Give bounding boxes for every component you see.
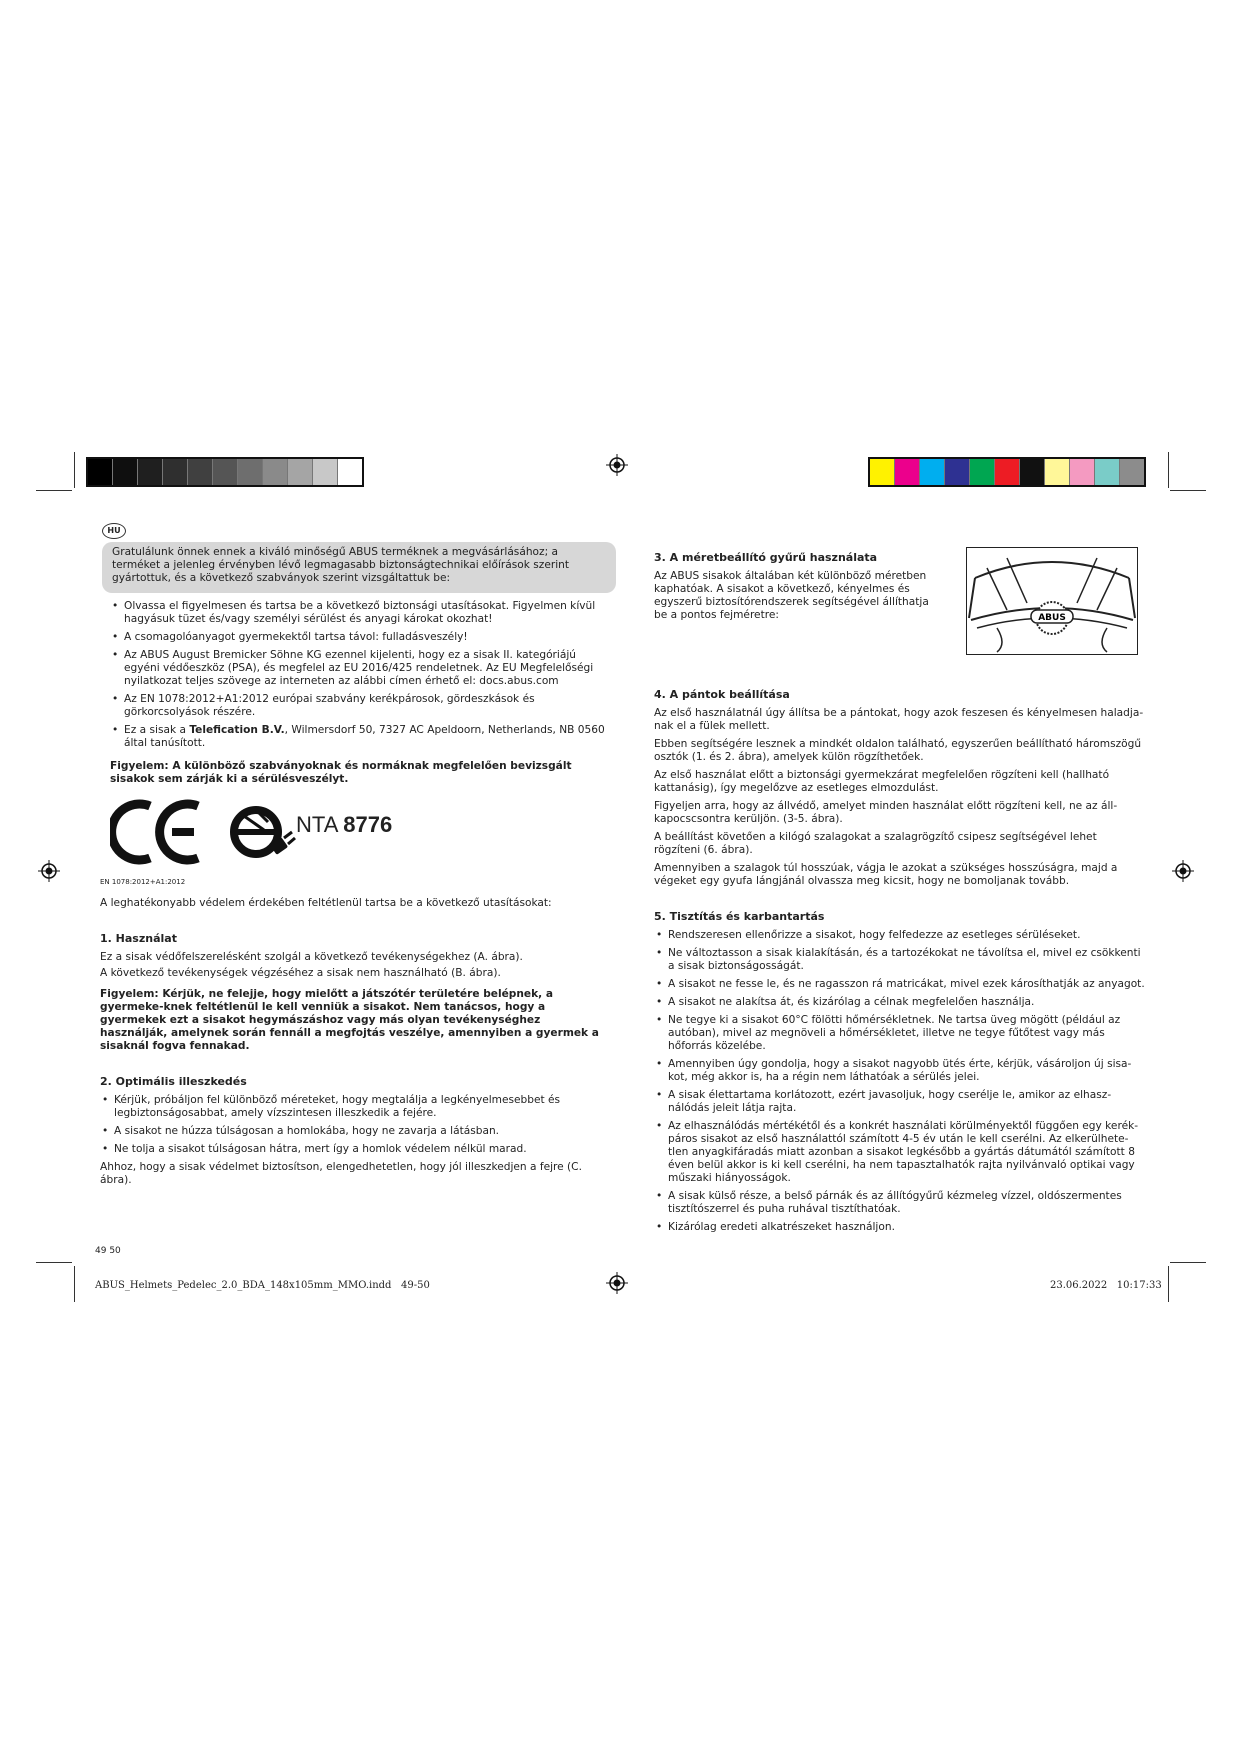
list-item: • Az ABUS August Bremicker Söhne KG ezennel kijelenti, hogy ez a sisak II. kategóriájú egyéni védőeszköz (PSA), és megfelel az EU 2016/425 rendeletnek. Az EU Megfelelőségi nyilatkozat teljes szövege az interneten az alábbi címen érhető el: docs.abus.com	[110, 649, 606, 688]
list-item: • A sisakot ne alakítsa át, és kizárólag a célnak megfelelően használja.	[654, 996, 1146, 1009]
paragraph: Ahhoz, hogy a sisak védelmet biztosítson, elengedhetetlen, hogy jól illeszkedjen a fejre (C. ábra).	[100, 1161, 582, 1186]
section-title: 3. A méretbeállító gyűrű használata	[654, 551, 878, 564]
process-color-bar	[868, 457, 1146, 487]
list-item: • A sisakot ne fesse le, és ne ragasszon rá matricákat, mivel ezek károsíthatják az anyagot.	[654, 978, 1146, 991]
color-swatch	[1045, 459, 1070, 485]
crop-mark	[36, 1262, 72, 1263]
list-item: • A sisak élettartama korlátozott, ezért javasoljuk, hogy cserélje le, amikor az elhasz-nálódás jeleit látja rajta.	[654, 1089, 1146, 1115]
grayscale-swatch	[138, 459, 163, 485]
ce-mark-icon	[110, 798, 202, 866]
paragraph: A beállítást követően a kilógó szalagokat a szalagrögzítő csipesz segítségével lehet rögzíteni (6. ábra).	[654, 831, 1097, 856]
crop-mark	[1170, 490, 1206, 491]
paragraph: Az első használat előtt a biztonsági gyermekzárat megfelelően rögzíteni kell (hallható kattanásig), így megelőzve az esetleges elmozdulást.	[654, 769, 1110, 794]
registration-mark-icon	[38, 860, 60, 882]
color-swatch	[1070, 459, 1095, 485]
en-standard: EN 1078:2012+A1:2012	[100, 878, 186, 886]
helmet-rear-icon	[967, 548, 1137, 654]
list-item: • Az elhasználódás mértékétől és a konkrét használati körülményektől függően egy kerék-páros sisakot az első használattól számított 4-5 év után le kell cserélni. Az elkerülhete-tlen anyagkifáradás miatt azonban a sisakot legkésőbb a gyártás dátumától számított 8 éven belül akkor is ki kell cserélni, ha nem tapasztalhatók rajta nyilvánvaló optikai vagy műszaki hiányosságok.	[654, 1120, 1146, 1185]
list-item: • Ne tolja a sisakot túlságosan hátra, mert így a homlok védelem nélkül marad.	[100, 1143, 606, 1156]
timestamp: 23.06.2022 10:17:33	[1050, 1280, 1162, 1291]
helmet-illustration	[966, 547, 1138, 655]
grayscale-swatch	[188, 459, 213, 485]
page-numbers: 49 50	[95, 1246, 121, 1256]
color-swatch	[870, 459, 895, 485]
color-swatch	[1020, 459, 1045, 485]
crop-mark	[36, 490, 72, 491]
list-item: • Amennyiben úgy gondolja, hogy a sisakot nagyobb ütés érte, kérjük, vásároljon új sisa-kot, még akkor is, ha a régin nem láthatóak a sérülés jelei.	[654, 1058, 1146, 1084]
color-swatch	[970, 459, 995, 485]
paragraph: Amennyiben a szalagok túl hosszúak, vágja le azokat a szükséges hosszúságra, majd a végeket egy gyufa lángjánál olvassza meg kicsit, hogy ne bomoljanak tovább.	[654, 862, 1118, 887]
color-swatch	[895, 459, 920, 485]
section-title: 1. Használat	[100, 932, 177, 945]
list-item: • Ne változtasson a sisak kialakításán, és a tartozékokat ne távolítsa el, mivel ez csökkenti a sisak biztonságosságát.	[654, 947, 1146, 973]
registration-mark-icon	[1172, 860, 1194, 882]
crop-mark	[1170, 1262, 1206, 1263]
grayscale-swatch	[238, 459, 263, 485]
svg-text:ABUS: ABUS	[1038, 613, 1066, 623]
keep-instructions: A leghatékonyabb védelem érdekében feltétlenül tartsa be a következő utasításokat:	[100, 897, 552, 909]
list-item: • Kizárólag eredeti alkatrészeket használjon.	[654, 1221, 1146, 1234]
list-item: • A csomagolóanyagot gyermekektől tartsa távol: fulladásveszély!	[110, 631, 606, 644]
pedelec-plug-icon	[228, 802, 296, 864]
color-swatch	[920, 459, 945, 485]
usage-warning: Figyelem: Kérjük, ne felejje, hogy mielőtt a játszótér területére belépnek, a gyermeke-knek feltétlenül le kell venniük a sisakot. Nem tanácsos, hogy a gyermekek ezt a sisakot hegymászáshoz vagy más olyan tevékenységhez használják, amelynek során fennáll a megfojtás veszélye, amennyiben a gyermek a sisaknál fogva fennakad.	[100, 988, 599, 1052]
fit-list	[100, 1094, 606, 1156]
crop-mark	[1168, 1266, 1169, 1302]
crop-mark	[1168, 452, 1169, 488]
safety-list	[110, 600, 606, 750]
grayscale-bar	[86, 457, 364, 487]
grayscale-swatch	[113, 459, 138, 485]
section-title: 4. A pántok beállítása	[654, 688, 790, 701]
grayscale-swatch	[263, 459, 288, 485]
list-item: • Olvassa el figyelmesen és tartsa be a következő biztonsági utasításokat. Figyelmen kívül hagyásuk tüzet és/vagy személyi sérülést és anyagi károkat okozhat!	[110, 600, 606, 626]
section-title: 2. Optimális illeszkedés	[100, 1075, 247, 1088]
color-swatch	[945, 459, 970, 485]
intro-text: Gratulálunk önnek ennek a kiváló minőségű ABUS terméknek a megvásárlásához; a terméket a jelenleg érvényben lévő legmagasabb biztonságtechnikai előírások szerint gyártottuk, és a következő szabványok szerint vizsgáltattuk be:	[102, 542, 616, 593]
file-name: ABUS_Helmets_Pedelec_2.0_BDA_148x105mm_MMO.indd 49-50	[95, 1280, 430, 1291]
paragraph: A következő tevékenységek végzéséhez a sisak nem használható (B. ábra).	[100, 967, 501, 979]
list-item: • Kérjük, próbáljon fel különböző méreteket, hogy megtalálja a legkényelmesebbet és legbiztonságosabbat, amely vízszintesen illeszkedik a fejére.	[100, 1094, 606, 1120]
grayscale-swatch	[163, 459, 188, 485]
maintenance-list	[654, 929, 1146, 1234]
list-item: • A sisak külső része, a belső párnák és az állítógyűrű kézmeleg vízzel, oldószermentes tisztítószerrel és puha ruhával tisztíthatóak.	[654, 1190, 1146, 1216]
grayscale-swatch	[313, 459, 338, 485]
paragraph: Az ABUS sisakok általában két különböző méretben kaphatóak. A sisakot a következő, kényelmes és egyszerű biztosítórendszerek segítségével állíthatja be a pontos fejméretre:	[654, 570, 929, 621]
certification-logos	[110, 794, 606, 872]
grayscale-swatch	[288, 459, 313, 485]
left-column	[100, 600, 606, 1192]
registration-mark-icon	[606, 1272, 628, 1294]
color-swatch	[995, 459, 1020, 485]
color-swatch	[1095, 459, 1120, 485]
grayscale-swatch	[88, 459, 113, 485]
list-item: • Ne tegye ki a sisakot 60°C fölötti hőmérsékletnek. Ne tartsa üveg mögött (például az autóban), mivel az megnöveli a hőmérsékletet, illetve ne tegye fűtőtest vagy más hőforrás közelébe.	[654, 1014, 1146, 1053]
crop-mark	[74, 1266, 75, 1302]
grayscale-swatch	[213, 459, 238, 485]
color-swatch	[1120, 459, 1144, 485]
registration-mark-icon	[606, 454, 628, 476]
standards-warning: Figyelem: A különböző szabványoknak és normáknak megfelelően bevizsgált sisakok sem zárják ki a sérülésveszélyt.	[110, 760, 572, 785]
language-badge: HU	[102, 523, 126, 539]
paragraph: Figyeljen arra, hogy az állvédő, amelyet minden használat előtt rögzíteni kell, ne az áll-kapocscsontra kerüljön. (3-5. ábra).	[654, 800, 1118, 825]
list-item: • Az EN 1078:2012+A1:2012 európai szabvány kerékpárosok, gördeszkások és görkorcsolyások részére.	[110, 693, 606, 719]
paragraph: Ebben segítségére lesznek a mindkét oldalon található, egyszerűen beállítható háromszögű osztók (1. és 2. ábra), amelyek külön rögzíthetőek.	[654, 738, 1142, 763]
nta-label: NTA 8776	[296, 812, 393, 837]
list-item: • A sisakot ne húzza túlságosan a homlokába, hogy ne zavarja a látásban.	[100, 1125, 606, 1138]
list-item: • Rendszeresen ellenőrizze a sisakot, hogy felfedezze az esetleges sérüléseket.	[654, 929, 1146, 942]
paragraph: Ez a sisak védőfelszerelésként szolgál a következő tevékenységekhez (A. ábra).	[100, 951, 523, 963]
section-title: 5. Tisztítás és karbantartás	[654, 910, 825, 923]
grayscale-swatch	[338, 459, 362, 485]
paragraph: Az első használatnál úgy állítsa be a pántokat, hogy azok feszesen és kényelmesen haladja-nak el a fülek mellett.	[654, 707, 1144, 732]
list-item: • Ez a sisak a Telefication B.V., Wilmersdorf 50, 7327 AC Apeldoorn, Netherlands, NB 0560 által tanúsított.	[110, 724, 606, 750]
crop-mark	[74, 452, 75, 488]
